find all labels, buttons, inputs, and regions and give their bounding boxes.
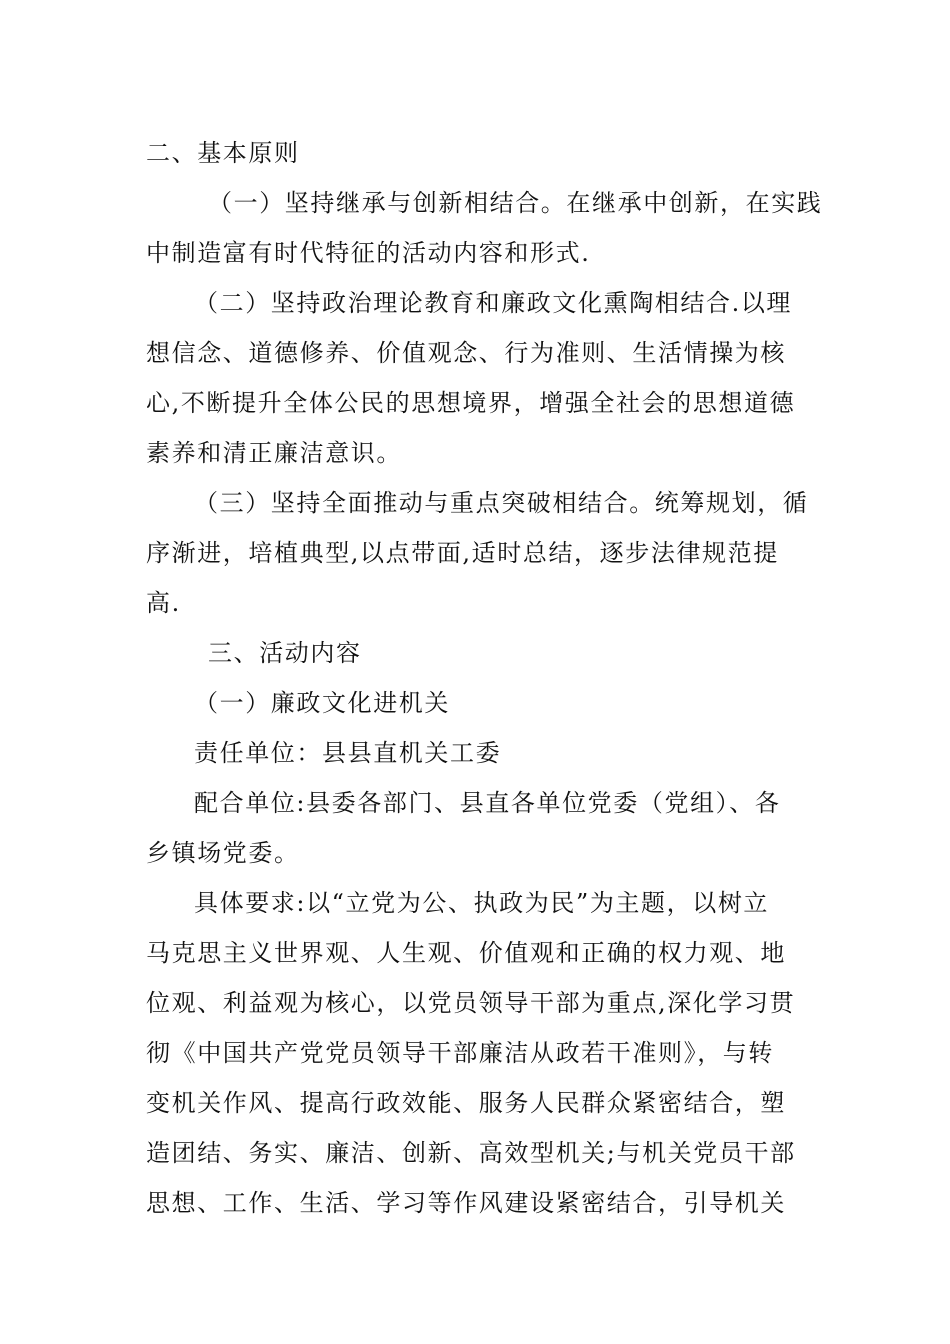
requirements-line-2: 马克思主义世界观、人生观、价值观和正确的权力观、地: [146, 939, 786, 967]
principle-1-line-1: （一）坚持继承与创新相结合。在继承中创新，在实践: [208, 189, 823, 217]
section-heading-principles: 二、基本原则: [146, 139, 300, 167]
cooperating-units-line-1: 配合单位:县委各部门、县直各单位党委（党组）、各: [194, 789, 781, 817]
requirements-line-4: 彻《中国共产党党员领导干部廉洁从政若干准则》，与转: [146, 1039, 774, 1067]
cooperating-units-line-2: 乡镇场党委。: [146, 839, 300, 867]
principle-2-line-1: （二）坚持政治理论教育和廉政文化熏陶相结合.以理: [194, 289, 793, 317]
principle-2-line-3: 心,不断提升全体公民的思想境界，增强全社会的思想道德: [146, 389, 796, 417]
requirements-line-7: 思想、工作、生活、学习等作风建设紧密结合，引导机关: [146, 1189, 786, 1217]
principle-3-line-2: 序渐进，培植典型,以点带面,适时总结，逐步法律规范提: [146, 539, 779, 567]
requirements-line-3: 位观、利益观为核心，以党员领导干部为重点,深化学习贯: [146, 989, 796, 1017]
principle-2-line-2: 想信念、道德修养、价值观念、行为准则、生活情操为核: [146, 339, 786, 367]
principle-3-line-1: （三）坚持全面推动与重点突破相结合。统筹规划，循: [194, 489, 809, 517]
principle-1-line-2: 中制造富有时代特征的活动内容和形式.: [146, 239, 591, 267]
principle-2-line-4: 素养和清正廉洁意识。: [146, 439, 402, 467]
responsible-unit: 责任单位：县县直机关工委: [194, 739, 502, 767]
requirements-line-1: 具体要求:以“立党为公、执政为民”为主题，以树立: [194, 889, 770, 917]
principle-3-line-3: 高.: [146, 589, 181, 617]
requirements-line-6: 造团结、务实、廉洁、创新、高效型机关;与机关党员干部: [146, 1139, 796, 1167]
requirements-line-5: 变机关作风、提高行政效能、服务人民群众紧密结合，塑: [146, 1089, 786, 1117]
document-body: [146, 128, 823, 1228]
subsection-heading-agencies: （一）廉政文化进机关: [194, 689, 450, 717]
section-heading-activities: 三、活动内容: [208, 639, 362, 667]
